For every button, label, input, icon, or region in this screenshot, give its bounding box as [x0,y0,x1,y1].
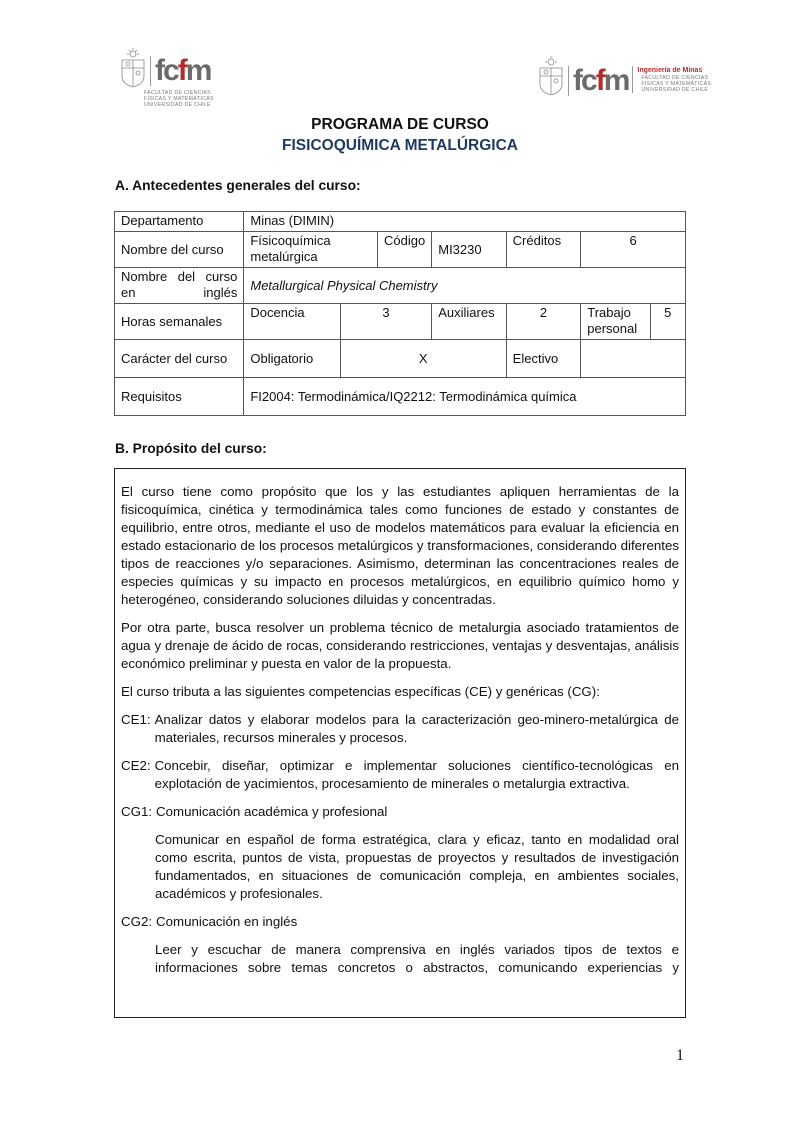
value-creditos: 6 [581,232,686,268]
competency-text: Comunicación académica y profesional [156,804,388,819]
department-name: Ingeniería de Minas [637,67,703,74]
competency-text: Comunicación en inglés [156,914,298,929]
value-requisitos: FI2004: Termodinámica/IQ2212: Termodinámica química [244,378,686,416]
label-caracter: Carácter del curso [115,340,244,378]
value-auxiliares: 2 [506,304,581,340]
course-info-table [114,211,686,416]
competency-cg1 [121,803,679,821]
page-number: 1 [676,1047,684,1064]
value-docencia: 3 [340,304,431,340]
competency-cg2 [121,913,679,931]
label-departamento: Departamento [115,212,244,232]
document-title: PROGRAMA DE CURSO [311,116,489,133]
label-trabajo-personal: Trabajo personal [581,304,650,340]
label-electivo: Electivo [506,340,581,378]
section-a-heading: A. Antecedentes generales del curso: [115,178,361,193]
faculty-name: FACULTAD DE CIENCIAS FÍSICAS Y MATEMÁTICAS UNIVERSIDAD DE CHILE [144,90,214,108]
label-creditos: Créditos [506,232,581,268]
value-nombre: Físicoquímica metalúrgica [244,232,378,268]
fcfm-wordmark: fcfm [568,66,628,96]
label-horas: Horas semanales [115,304,244,340]
value-obligatorio: X [340,340,506,378]
competency-detail: Leer y escuchar de manera comprensiva en inglés variados tipos de textos e informaciones sobre temas concretos o abstractos, comunicando experiencias y [155,942,679,975]
table-row-horas [115,304,686,340]
value-codigo: MI3230 [432,232,506,268]
value-electivo [581,340,686,378]
course-purpose-box [114,468,686,1018]
label-auxiliares: Auxiliares [432,304,506,340]
fcfm-logo-left [120,48,214,108]
section-b-heading: B. Propósito del curso: [115,441,267,456]
table-row-requisitos [115,378,686,416]
table-row-departamento [115,212,686,232]
value-nombre-ingles: Metallurgical Physical Chemistry [244,268,686,304]
label-nombre-ingles: Nombre del curso en inglés [115,268,244,304]
label-docencia: Docencia [244,304,340,340]
table-row-nombre [115,232,686,268]
label-obligatorio: Obligatorio [244,340,340,378]
competency-ce2 [121,757,679,793]
table-row-caracter [115,340,686,378]
label-nombre: Nombre del curso [115,232,244,268]
competency-code: CE1: [121,712,151,727]
competency-ce1 [121,711,679,747]
university-shield-icon [538,56,564,96]
label-requisitos: Requisitos [115,378,244,416]
value-departamento: Minas (DIMIN) [244,212,686,232]
course-title: FISICOQUÍMICA METALÚRGICA [282,137,518,154]
table-row-nombre-ingles [115,268,686,304]
competency-text: Analizar datos y elaborar modelos para la caracterización geo-minero-metalúrgica de materiales, recursos minerales y procesos. [154,712,679,745]
fcfm-wordmark: fcfm [150,56,214,86]
value-trabajo-personal: 5 [650,304,685,340]
university-shield-icon [120,48,146,88]
faculty-name: FACULTAD DE CIENCIAS FÍSICAS Y MATEMÁTICAS UNIVERSIDAD DE CHILE [641,75,712,93]
competency-detail: Comunicar en español de forma estratégica, clara y eficaz, tanto en modalidad oral como escrita, puntos de vista, propuestas de proyectos y resultados de investigación fundamentados, en situaciones de comunicación compleja, en ambientes sociales, académicos y profesionales. [155,832,679,901]
purpose-paragraph: El curso tiene como propósito que los y las estudiantes apliquen herramientas de la fisicoquímica, cinética y termodinámica tales como funciones de estado y constantes de equilibrio, entre otros, mediante el uso de modelos matemáticos para evaluar la eficiencia en estado estacionario de los procesos metalúrgicos y transformaciones, considerando diferentes tipos de reacciones y/o separaciones. Asimismo, determinan las concentraciones reales de especies químicas y su impacto en procesos metalúrgicos, en equilibrio químico homo y heterogéneo, considerando soluciones diluidas y concentradas. [121,484,679,607]
competency-text: Concebir, diseñar, optimizar e implementar soluciones científico-tecnológicas en explotación de yacimientos, procesamiento de minerales o metalurgia extractiva. [154,758,679,791]
competency-code: CG1: [121,804,153,819]
competency-code: CE2: [121,758,151,773]
fcfm-minas-logo-right [538,56,711,96]
label-codigo: Código [378,232,432,268]
purpose-paragraph: El curso tributa a las siguientes competencias específicas (CE) y genéricas (CG): [121,684,600,699]
purpose-paragraph: Por otra parte, busca resolver un problema técnico de metalurgia asociado tratamientos de agua y drenaje de ácido de rocas, considerando restricciones, ventajas y desventajas, análisis económico preliminar y puesta en valor de la propuesta. [121,620,679,671]
competency-code: CG2: [121,914,153,929]
